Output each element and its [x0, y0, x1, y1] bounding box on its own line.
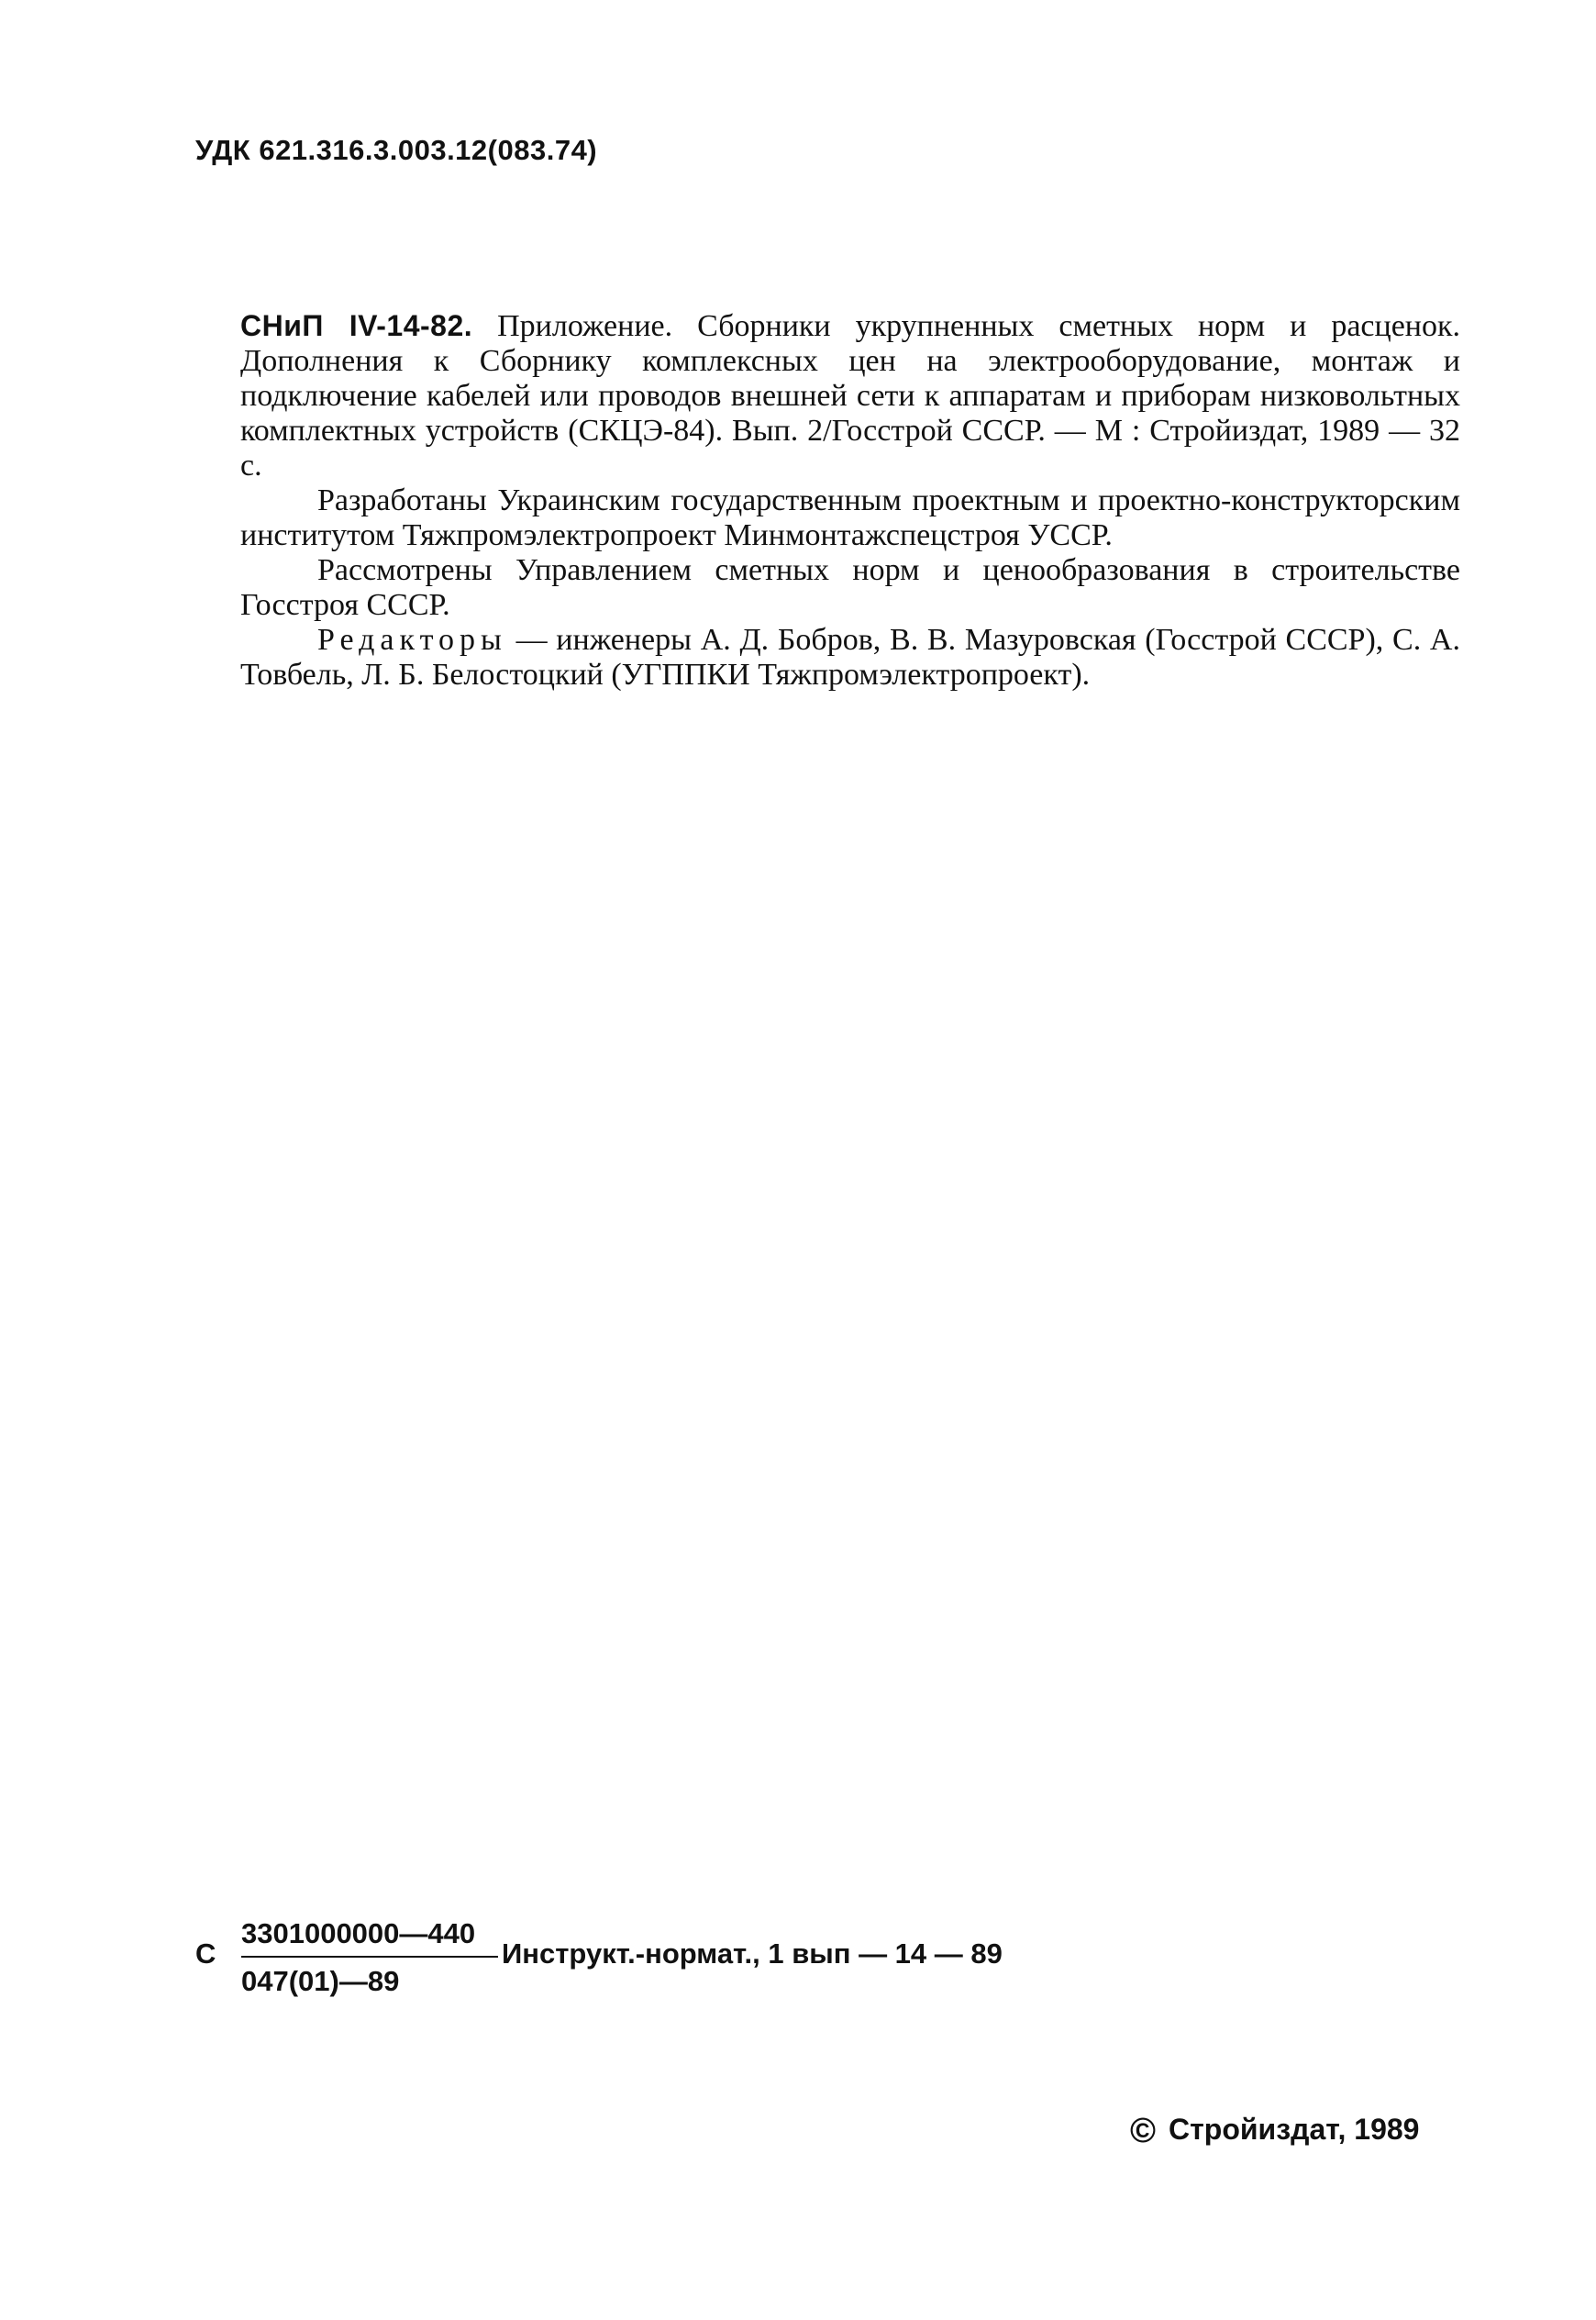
annotation-title: Приложение. Сборники укрупненных сметных норм и расценок. Дополнения к Сборнику комплексных цен на электрооборудование, монтаж и подключение кабелей или проводов внешней сети к аппаратам и приборам низковольтных комплектных устройств (СКЦЭ-84). Вып. 2/Госстрой СССР. — М : Стройиздат, 1989 — 32 с. [240, 309, 1461, 483]
catalog-letter: С [195, 1937, 216, 1970]
developed-by: Разработаны Украинским государственным проектным и проектно-конструкторским институтом Тяжпромэлектропроект Минмонтажспецстроя УССР. [240, 483, 1460, 552]
catalog-numerator: 3301000000—440 [241, 1917, 498, 1958]
reviewed-by: Рассмотрены Управлением сметных норм и ценообразования в строительстве Госстроя СССР. [240, 553, 1460, 622]
editors-label: Редакторы [317, 623, 507, 657]
annotation-title-paragraph [240, 308, 1460, 483]
copyright-text: Стройиздат, 1989 [1169, 2113, 1420, 2146]
document-code: СНиП IV-14-82. [240, 309, 473, 342]
bibliographic-annotation [240, 308, 1460, 693]
catalog-series: Инструкт.-нормат., 1 вып — 14 — 89 [502, 1937, 1003, 1970]
editors-paragraph [240, 623, 1460, 693]
catalog-denominator: 047(01)—89 [241, 1965, 400, 1997]
udk-code: УДК 621.316.3.003.12(083.74) [195, 134, 598, 166]
copyright-line [1130, 2112, 1419, 2151]
editors-list: — инженеры А. Д. Бобров, В. В. Мазуровская (Госстрой СССР), С. А. Товбель, Л. Б. Белостоцкий (УГППКИ Тяжпромэлектропроект). [240, 623, 1460, 692]
copyright-icon: © [1130, 2112, 1156, 2150]
